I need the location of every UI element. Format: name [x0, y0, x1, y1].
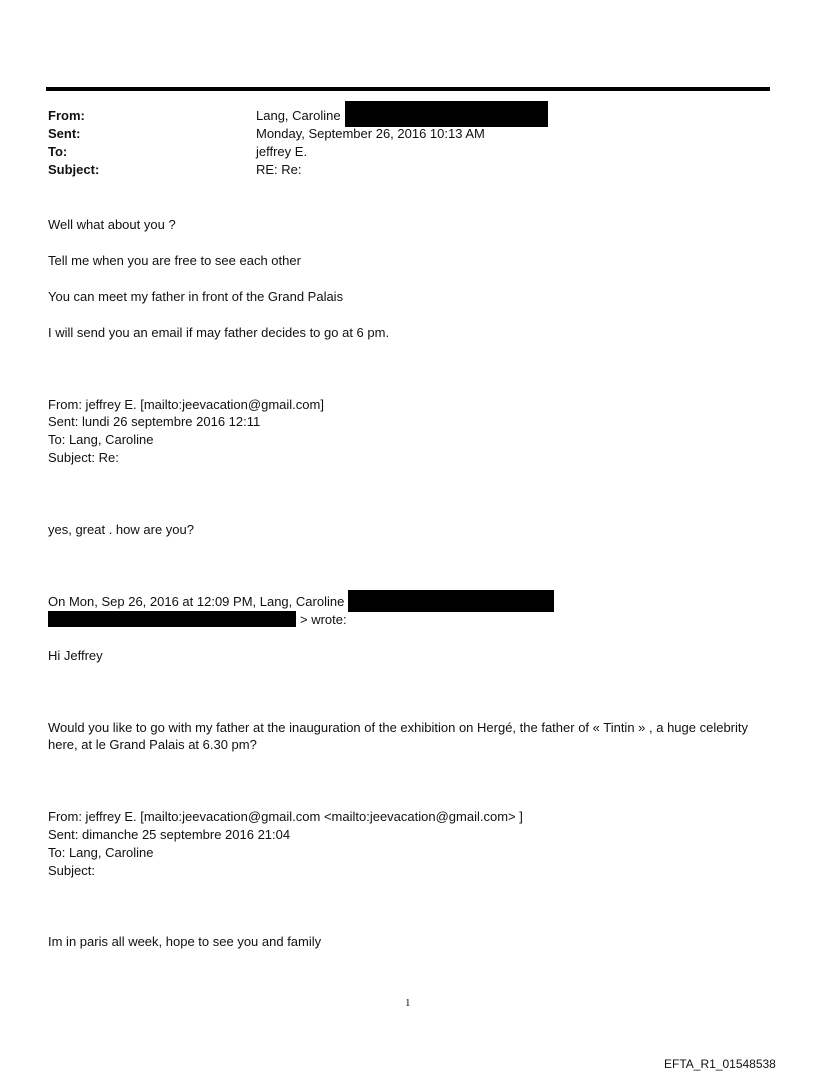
- from-value: Lang, Caroline: [256, 108, 341, 123]
- quote3-from: From: jeffrey E. [mailto:jeevacation@gmail.com <mailto:jeevacation@gmail.com> ]: [48, 809, 523, 824]
- to-label: To:: [48, 144, 68, 159]
- quote2-message: Would you like to go with my father at the inauguration of the exhibition on Hergé, the father of « Tintin » , a huge celebrity here, at le Grand Palais at 6.30 pm?: [48, 720, 749, 752]
- quote3-sent: Sent: dimanche 25 septembre 2016 21:04: [48, 827, 291, 842]
- quote3-to: To: Lang, Caroline: [48, 845, 154, 860]
- body-line-1: Well what about you ?: [48, 217, 176, 232]
- quote1-from: From: jeffrey E. [mailto:jeevacation@gmail.com]: [48, 397, 324, 412]
- body-line-2: Tell me when you are free to see each other: [48, 253, 301, 268]
- redaction-caroline-email: [348, 590, 554, 612]
- redaction-from-email: [345, 101, 548, 127]
- sent-value: Monday, September 26, 2016 10:13 AM: [256, 126, 485, 141]
- body-line-3: You can meet my father in front of the Grand Palais: [48, 289, 344, 304]
- from-label: From:: [48, 108, 85, 123]
- quote1-to: To: Lang, Caroline: [48, 432, 154, 447]
- sent-label: Sent:: [48, 126, 81, 141]
- quote2-greeting: Hi Jeffrey: [48, 648, 103, 663]
- quote2-wrote: > wrote:: [300, 612, 347, 627]
- quote2-on-line: On Mon, Sep 26, 2016 at 12:09 PM, Lang, Caroline: [48, 594, 345, 609]
- redaction-caroline-email-cont: [48, 611, 296, 627]
- quote1-sent: Sent: lundi 26 septembre 2016 12:11: [48, 414, 261, 429]
- quote3-subject: Subject:: [48, 863, 95, 878]
- page-number: 1: [405, 997, 411, 1009]
- quote1-message: yes, great . how are you?: [48, 522, 194, 537]
- document-id: EFTA_R1_01548538: [664, 1057, 776, 1071]
- subject-label: Subject:: [48, 162, 100, 177]
- to-value: jeffrey E.: [256, 144, 308, 159]
- subject-value: RE: Re:: [256, 162, 302, 177]
- header-rule: [46, 87, 770, 91]
- quote1-subject: Subject: Re:: [48, 450, 119, 465]
- quote3-message: Im in paris all week, hope to see you and family: [48, 934, 322, 949]
- body-line-4: I will send you an email if may father decides to go at 6 pm.: [48, 325, 390, 340]
